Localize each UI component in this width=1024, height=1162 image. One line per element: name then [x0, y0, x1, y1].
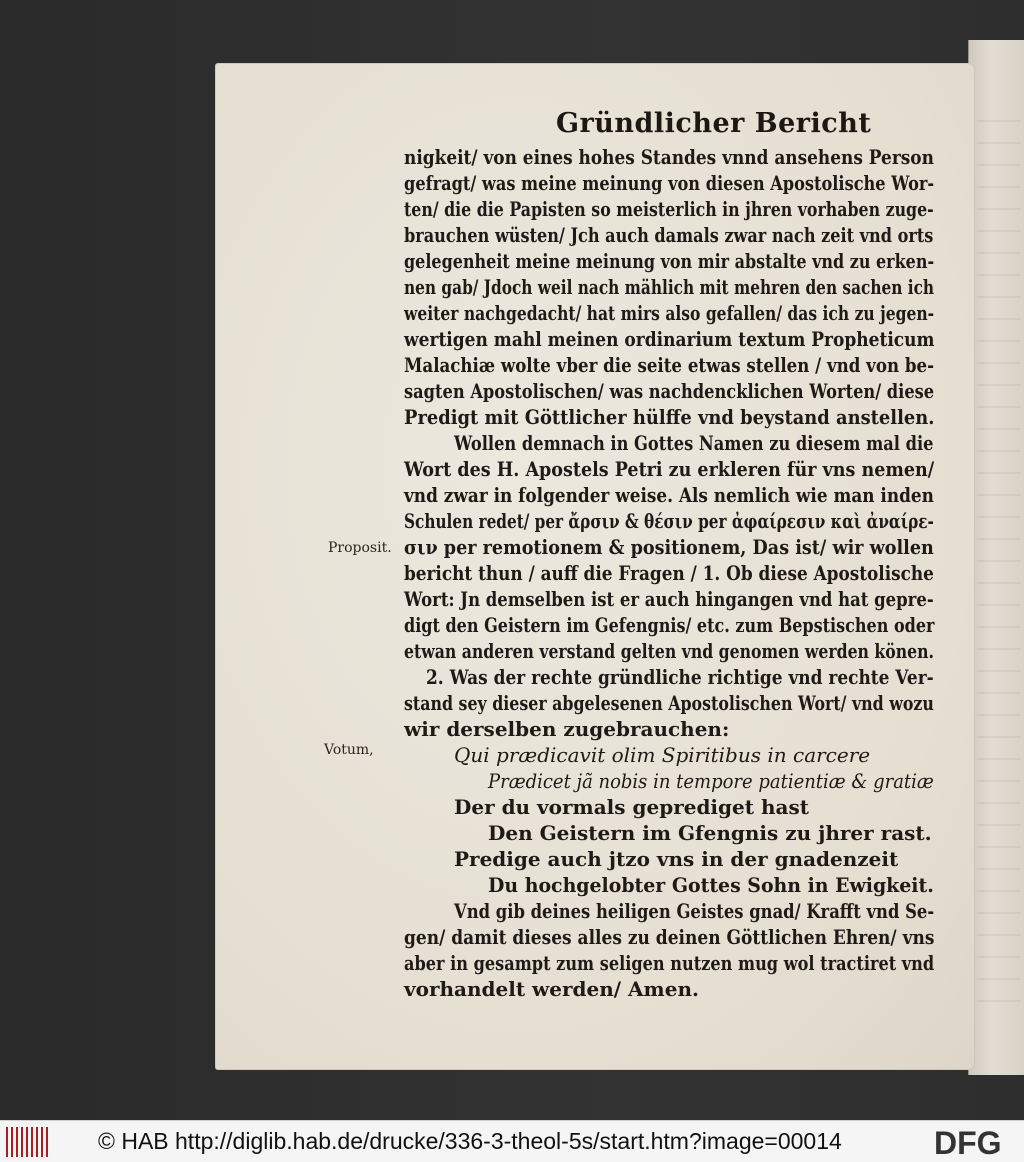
text-line: gen/ damit dieses alles zu deinen Göttlichen Ehren/ vns: [404, 925, 935, 949]
verse-line: Du hochgelobter Gottes Sohn in Ewigkeit.: [488, 873, 934, 897]
text-line: Wort des H. Apostels Petri zu erkleren für vns nemen/: [404, 457, 935, 481]
facing-page-edge: [968, 40, 1024, 1075]
text-line: stand sey dieser abgelesenen Apostolischen Wort/ vnd wozu: [404, 691, 934, 715]
text-line: σιν per remotionem & positionem, Das ist/ wir wollen: [404, 535, 934, 559]
text-line: Schulen redet/ per ἄρσιν & θέσιν per ἀφαίρεσιν καὶ ἀναίρε-: [404, 509, 934, 533]
verse-line: Qui prædicavit olim Spiritibus in carcere: [454, 743, 871, 767]
text-line: bericht thun / auff die Fragen / 1. Ob diese Apostolische: [404, 561, 934, 585]
verse-line: Den Geistern im Gfengnis zu jhrer rast.: [488, 821, 932, 845]
footer-bar: [0, 1120, 1024, 1162]
text-line: nen gab/ Jdoch weil nach mählich mit mehren den sachen ich: [404, 275, 935, 299]
dfg-logo-text: DFG: [934, 1125, 1002, 1159]
text-line: gefragt/ was meine meinung von diesen Apostolische Wor-: [404, 171, 935, 195]
text-line: brauchen wüsten/ Jch auch damals zwar nach zeit vnd orts: [404, 223, 934, 247]
copyright-url[interactable]: © HAB http://diglib.hab.de/drucke/336-3-theol-5s/start.htm?image=00014: [98, 1128, 842, 1154]
text-line: aber in gesampt zum seligen nutzen mug wol tractiret vnd: [404, 951, 935, 975]
text-line: sagten Apostolischen/ was nachdencklichen Worten/ diese: [404, 379, 935, 403]
running-head: Gründlicher Bericht: [556, 108, 872, 139]
text-line: 2. Was der rechte gründliche richtige vnd rechte Ver-: [426, 665, 934, 689]
text-line: vorhandelt werden/ Amen.: [404, 977, 699, 1001]
text-line: wir derselben zugebrauchen:: [404, 717, 730, 741]
text-line: Predigt mit Göttlicher hülffe vnd beystand anstellen.: [404, 405, 935, 429]
text-line: Malachiæ wolte vber die seite etwas stellen / vnd von be-: [404, 353, 934, 377]
show-through-text: [977, 120, 1021, 1015]
text-line: nigkeit/ von eines hohes Standes vnnd ansehens Person: [404, 145, 934, 169]
marginal-note-votum: Votum,: [324, 742, 374, 758]
text-line: Vnd gib deines heiligen Geistes gnad/ Krafft vnd Se-: [454, 899, 935, 923]
text-line: vnd zwar in folgender weise. Als nemlich wie man inden: [404, 483, 934, 507]
text-line: ten/ die die Papisten so meisterlich in jhren vorhaben zuge-: [404, 197, 934, 221]
text-line: weiter nachgedacht/ hat mirs also gefallen/ das ich zu jegen-: [404, 301, 935, 325]
verse-line: Predige auch jtzo vns in der gnadenzeit: [454, 847, 899, 871]
dfg-logo-icon: [934, 1125, 1018, 1159]
text-line: etwan anderen verstand gelten vnd genomen werden könen.: [404, 639, 934, 663]
marginal-note-proposit: Proposit.: [328, 540, 392, 556]
verse-line: Prædicet jã nobis in tempore patientiæ & gratiæ: [488, 769, 934, 793]
text-line: Wort: Jn demselben ist er auch hingangen vnd hat gepre-: [404, 587, 934, 611]
text-line: Wollen demnach in Gottes Namen zu diesem mal die: [454, 431, 934, 455]
text-line: wertigen mahl meinen ordinarium textum Propheticum: [404, 327, 935, 351]
barcode-icon: [6, 1127, 48, 1157]
verse-line: Der du vormals geprediget hast: [454, 795, 809, 819]
text-line: gelegenheit meine meinung von mir abstalte vnd zu erken-: [404, 249, 935, 273]
text-line: digt den Geistern im Gefengnis/ etc. zum Bepstischen oder: [404, 613, 935, 637]
book-page: [216, 64, 974, 1069]
